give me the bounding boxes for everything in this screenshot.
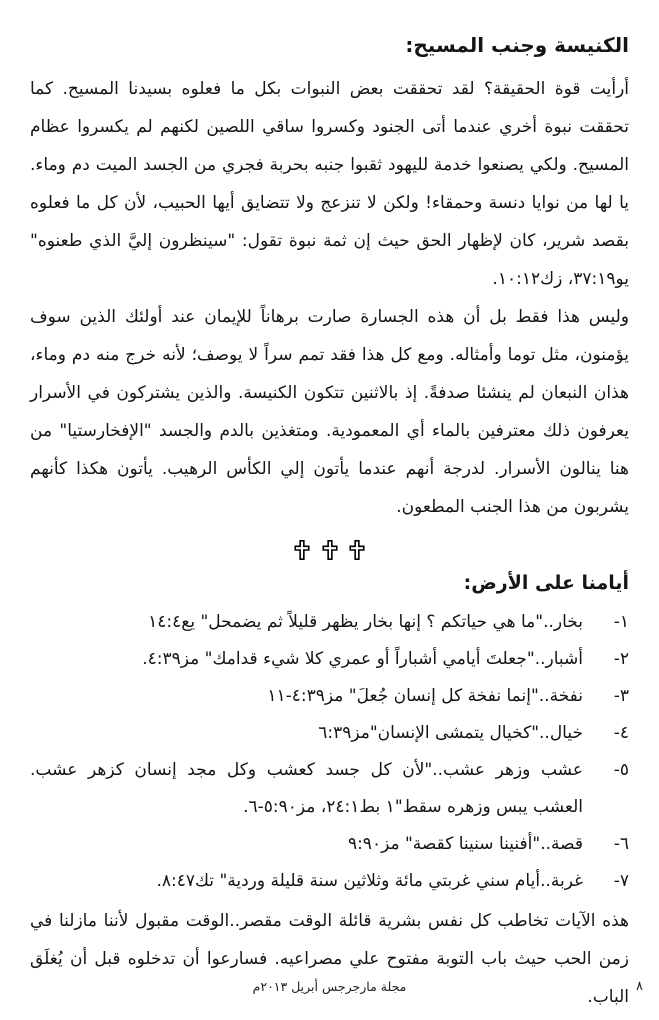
- list-item: [30, 641, 629, 678]
- paragraph-prophecies: أرأيت قوة الحقيقة؟ لقد تحققت بعض النبوات بكل ما فعلوه بسيدنا المسيح. كما تحققت نبوة أخري عندما أتى الجنود وكسروا ساقي اللصين لكنهم لم يكسروا عظام المسيح. ولكي يصنعوا خدمة لليهود ثقبوا جنبه بحربة فجري من الجسد الميت دم وماء. يا لها من نوايا دنسة وحمقاء! ولكن لا تنزعج ولا تتضايق أيها الحبيب، لأن كل ما فعلوه بقصد شرير، كان لإظهار الحق حيث إن ثمة نبوة تقول: "سينظرون إليَّ الذي طعنوه" يو٣٧:١٩، زك١٠:١٢.: [30, 79, 629, 289]
- list-item: [30, 678, 629, 715]
- closing-paragraph: هذه الآيات تخاطب كل نفس بشرية قائلة الوقت مقصر..الوقت مقبول لأننا مازلنا في زمن الحب حيث باب التوبة مفتوح علي مصراعيه. فسارعوا أن تدخلوه قبل أن يُغلَق الباب.: [30, 911, 629, 1007]
- crosses-divider: [30, 536, 629, 562]
- item-text: خيال.."كخيال يتمشى الإنسان"مز٦:٣٩: [318, 723, 583, 743]
- item-text: عشب وزهر عشب.."لأن كل جسد كعشب وكل مجد إنسان كزهر عشب. العشب يبس وزهره سقط"١ بط٢٤:١، مز٥:٩٠-٦.: [30, 760, 583, 817]
- list-item: [30, 863, 629, 900]
- item-number: ٧-: [613, 871, 629, 891]
- item-number: ٤-: [613, 723, 629, 743]
- verses-list: [30, 604, 629, 900]
- cross-icon: [322, 539, 338, 561]
- journal-title: مجلة مارجرجس أبريل ٢٠١٣م: [252, 979, 407, 994]
- section-title-our-days-on-earth: أيامنا على الأرض:: [463, 572, 629, 594]
- page-footer: [30, 979, 643, 994]
- item-text: بخار.."ما هي حياتكم ؟ إنها بخار يظهر قليلاً ثم يضمحل" يع١٤:٤: [148, 612, 583, 632]
- page-number: ٨: [636, 979, 643, 994]
- item-number: ٥-: [613, 760, 629, 780]
- list-item: [30, 752, 629, 826]
- item-text: أشبار.."جعلتَ أيامي أشباراً أو عمري كلا شيء قدامك" مز٤:٣٩.: [142, 649, 583, 669]
- item-text: غربة..أيام سني غربتي مائة وثلاثين سنة قليلة وردية" تك٨:٤٧.: [156, 871, 583, 891]
- item-text: قصة.."أفنينا سنينا كقصة" مز٩:٩٠: [347, 834, 583, 854]
- list-item: [30, 604, 629, 641]
- list-item: [30, 715, 629, 752]
- paragraph-blood-and-water: وليس هذا فقط بل أن هذه الجسارة صارت برهاناً للإيمان عند أولئك الذين سوف يؤمنون، مثل توما وأمثاله. ومع كل هذا فقد تمم سراً لا يوصف؛ لأنه خرج منه دم وماء، هذان النبعان لم ينشئا صدفةً. إذ بالاثنين تتكون الكنيسة. والذين يشتركون في الأسرار يعرفون ذلك معترفين بالماء أي المعمودية. ومتغذين بالدم والجسد "الإفخارستيا" من هنا ينالون الأسرار. لدرجة أنهم عندما يأتون إلي الكأس الرهيب. يأتون هكذا كأنهم يشربون من هذا الجنب المطعون.: [30, 307, 629, 517]
- item-number: ٦-: [613, 834, 629, 854]
- item-number: ١-: [613, 612, 629, 632]
- section-title-church-and-side-of-christ: الكنيسة وجنب المسيح:: [405, 33, 629, 57]
- item-number: ٣-: [613, 686, 629, 706]
- item-text: نفخة.."إنما نفخة كل إنسان جُعلَ" مز٤:٣٩-١١: [267, 686, 583, 706]
- cross-icon: [349, 539, 365, 561]
- list-item: [30, 826, 629, 863]
- cross-icon: [294, 539, 310, 561]
- item-number: ٢-: [613, 649, 629, 669]
